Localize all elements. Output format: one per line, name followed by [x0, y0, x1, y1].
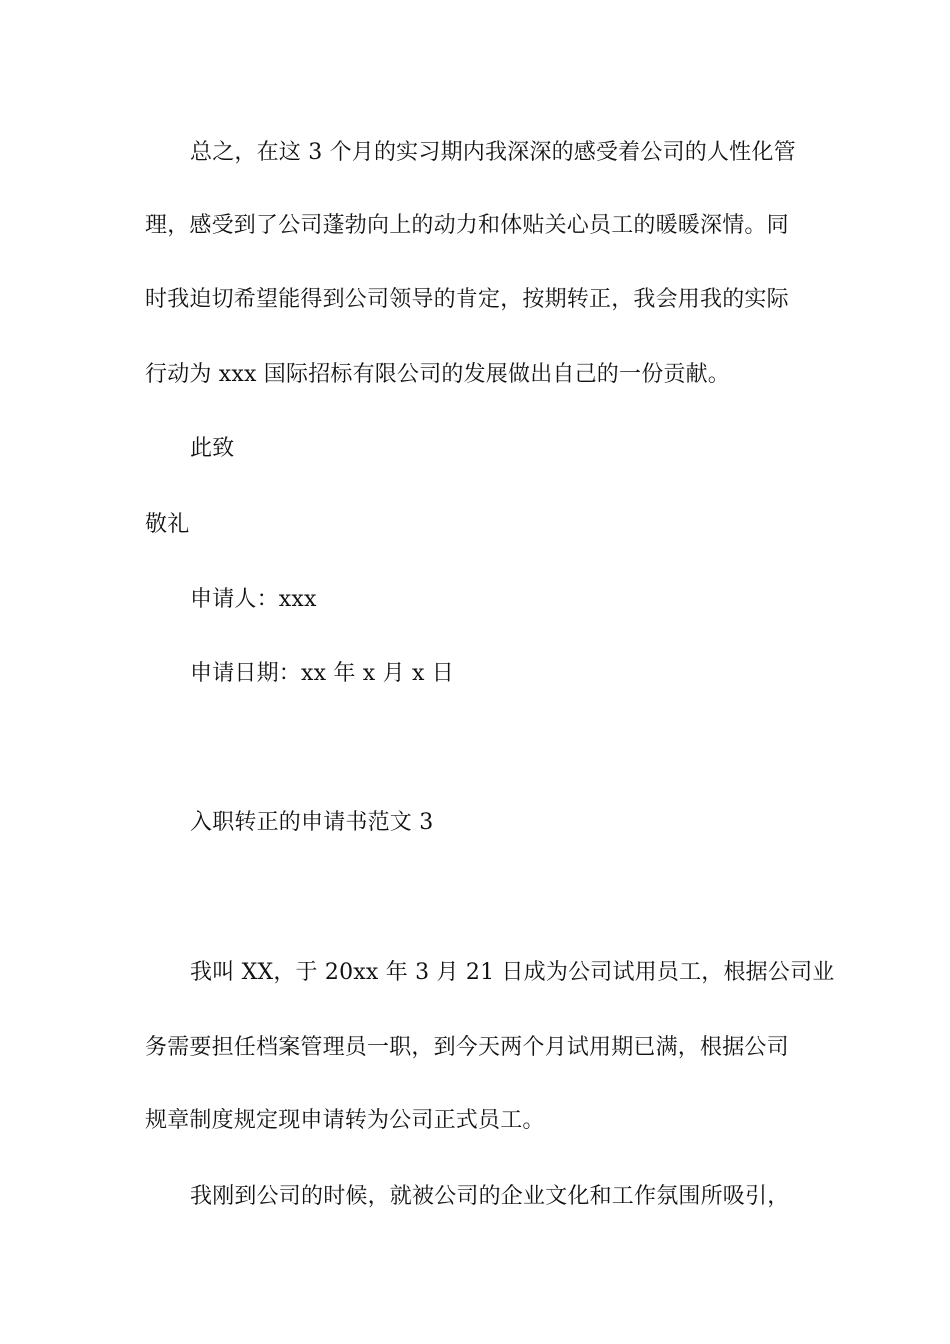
paragraph-2-line-1: 我叫 XX，于 20xx 年 3 月 21 日成为公司试用员工，根据公司业 — [190, 960, 835, 985]
applicant-line: 申请人：xxx — [190, 587, 317, 612]
closing-regards: 敬礼 — [145, 512, 190, 537]
paragraph-2-line-3: 规章制度规定现申请转为公司正式员工。 — [145, 1108, 545, 1133]
date-line: 申请日期：xx 年 x 月 x 日 — [190, 661, 454, 686]
section-title: 入职转正的申请书范文 3 — [190, 810, 434, 835]
paragraph-1-line-3: 时我迫切希望能得到公司领导的肯定，按期转正，我会用我的实际 — [145, 287, 789, 312]
paragraph-2-line-2: 务需要担任档案管理员一职，到今天两个月试用期已满，根据公司 — [145, 1035, 789, 1060]
paragraph-1-line-4: 行动为 xxx 国际招标有限公司的发展做出自己的一份贡献。 — [145, 362, 731, 387]
paragraph-1-line-1: 总之，在这 3 个月的实习期内我深深的感受着公司的人性化管 — [190, 140, 796, 165]
paragraph-3-line-1: 我刚到公司的时候，就被公司的企业文化和工作氛围所吸引， — [190, 1184, 790, 1209]
closing-salutation: 此致 — [190, 436, 235, 461]
paragraph-1-line-2: 理，感受到了公司蓬勃向上的动力和体贴关心员工的暖暖深情。同 — [145, 213, 789, 238]
